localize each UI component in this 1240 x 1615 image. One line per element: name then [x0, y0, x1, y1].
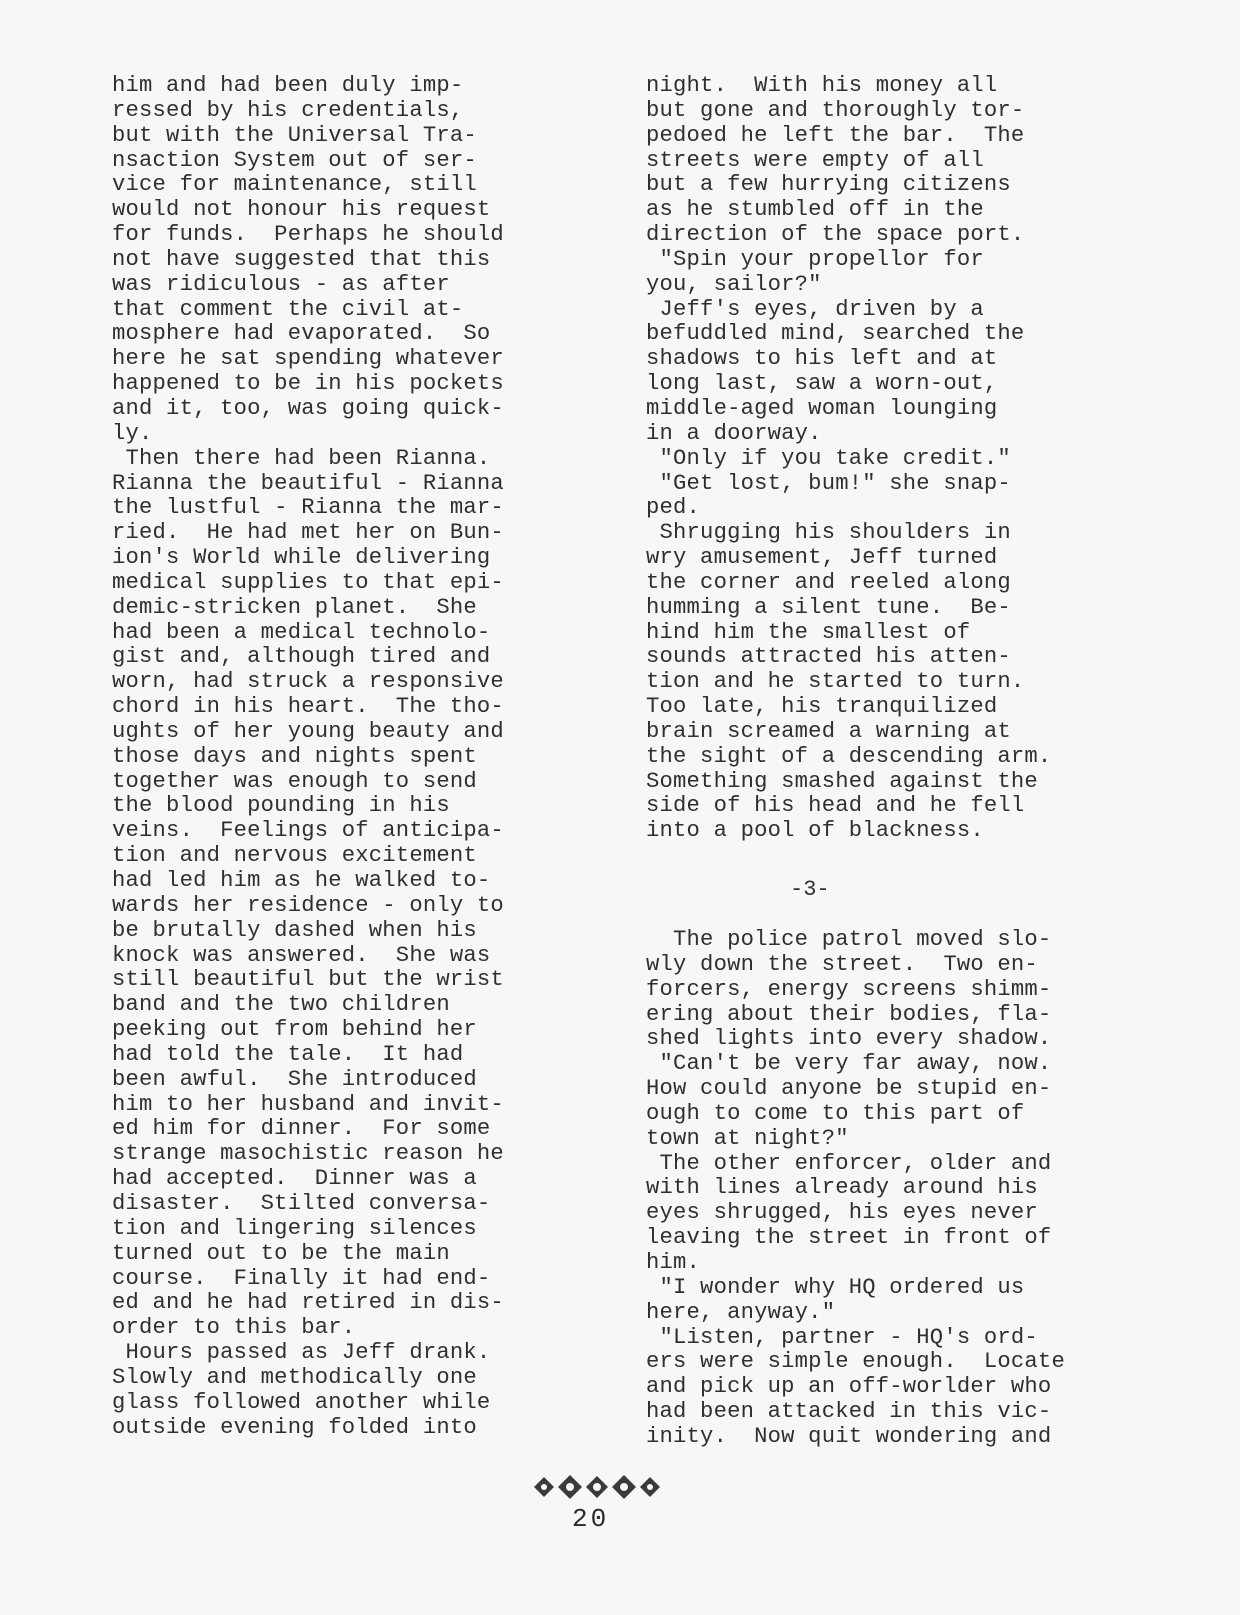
text-line: forcers, energy screens shimm-	[646, 976, 1052, 1002]
text-line: hind him the smallest of	[646, 619, 971, 645]
text-line: not have suggested that this	[112, 246, 491, 272]
text-line: but a few hurrying citizens	[646, 172, 1011, 198]
text-line: shadows to his left and at	[646, 346, 998, 372]
section-heading: -3-	[790, 877, 830, 902]
text-line: and pick up an off-worlder who	[646, 1374, 1052, 1400]
text-line: "Only if you take credit."	[646, 445, 1011, 471]
text-line: those days and nights spent	[112, 743, 477, 769]
text-line: tion and nervous excitement	[112, 843, 477, 869]
text-line: had led him as he walked to-	[112, 868, 491, 893]
text-line: would not honour his request	[112, 197, 491, 223]
text-line: demic-stricken planet. She	[112, 594, 477, 620]
text-line: chord in his heart. The tho-	[112, 694, 504, 720]
text-line: him.	[646, 1249, 701, 1275]
text-line: been awful. She introduced	[112, 1066, 477, 1092]
text-line: side of his head and he fell	[646, 793, 1025, 819]
text-line: the sight of a descending arm.	[646, 743, 1052, 769]
page-number: 20	[572, 1504, 610, 1534]
text-line: befuddled mind, searched the	[646, 321, 1025, 347]
text-line: as he stumbled off in the	[646, 197, 984, 223]
text-line: the blood pounding in his	[112, 793, 450, 819]
text-line: turned out to be the main	[112, 1240, 450, 1266]
text-line: had told the tale. It had	[112, 1041, 464, 1067]
text-line: wly down the street. Two en-	[646, 951, 1038, 977]
text-line: Hours passed as Jeff drank.	[112, 1340, 491, 1366]
text-line: here, anyway."	[646, 1299, 836, 1325]
text-line: night. With his money all	[646, 73, 998, 98]
text-line: ughts of her young beauty and	[112, 718, 504, 744]
text-line: had been a medical technolo-	[112, 619, 491, 645]
left-text-column	[112, 74, 504, 1440]
text-line: him to her husband and invit-	[112, 1091, 504, 1117]
text-line: had been attacked in this vic-	[646, 1399, 1052, 1425]
text-line: ried. He had met her on Bun-	[112, 520, 504, 546]
text-line: humming a silent tune. Be-	[646, 594, 1011, 620]
text-line: town at night?"	[646, 1125, 849, 1151]
text-line: ering about their bodies, fla-	[646, 1001, 1052, 1027]
text-line: tion and he started to turn.	[646, 669, 1025, 695]
text-line: Something smashed against the	[646, 768, 1038, 794]
text-line: order to this bar.	[112, 1315, 356, 1341]
text-line: direction of the space port.	[646, 222, 1025, 248]
text-line: How could anyone be stupid en-	[646, 1076, 1052, 1102]
text-line: shed lights into every shadow.	[646, 1026, 1052, 1052]
text-line: was ridiculous - as after	[112, 271, 450, 297]
text-line: brain screamed a warning at	[646, 718, 1011, 744]
text-line: Rianna the beautiful - Rianna	[112, 470, 504, 496]
text-line: sounds attracted his atten-	[646, 644, 1011, 670]
text-line: peeking out from behind her	[112, 1017, 477, 1043]
text-line: "Get lost, bum!" she snap-	[646, 470, 1011, 496]
text-line: together was enough to send	[112, 768, 477, 794]
text-line: Shrugging his shoulders in	[646, 520, 1011, 546]
text-line: that comment the civil at-	[112, 296, 464, 322]
text-line: into a pool of blackness.	[646, 818, 984, 844]
text-line: veins. Feelings of anticipa-	[112, 818, 504, 844]
text-line: inity. Now quit wondering and	[646, 1423, 1052, 1449]
text-line: Jeff's eyes, driven by a	[646, 296, 984, 322]
text-line: him and had been duly imp-	[112, 73, 464, 98]
text-line: tion and lingering silences	[112, 1215, 477, 1241]
text-line: "Spin your propellor for	[646, 246, 984, 272]
text-line: happened to be in his pockets	[112, 371, 504, 397]
text-line: ers were simple enough. Locate	[646, 1349, 1065, 1375]
text-line: ough to come to this part of	[646, 1100, 1025, 1126]
text-line: but with the Universal Tra-	[112, 122, 477, 148]
text-line: leaving the street in front of	[646, 1225, 1052, 1251]
text-line: "I wonder why HQ ordered us	[646, 1274, 1025, 1300]
text-line: long last, saw a worn-out,	[646, 371, 998, 397]
text-line: "Can't be very far away, now.	[646, 1051, 1052, 1077]
text-line: The police patrol moved slo-	[646, 927, 1052, 952]
text-line: ped.	[646, 495, 701, 521]
text-line: Then there had been Rianna.	[112, 445, 491, 471]
text-line: ion's World while delivering	[112, 545, 491, 571]
text-line: streets were empty of all	[646, 147, 984, 173]
text-line: Slowly and methodically one	[112, 1364, 477, 1390]
text-line: the corner and reeled along	[646, 569, 1011, 595]
text-line: disaster. Stilted conversa-	[112, 1190, 491, 1216]
text-line: mosphere had evaporated. So	[112, 321, 491, 347]
text-line: still beautiful but the wrist	[112, 967, 504, 993]
text-line: ed and he had retired in dis-	[112, 1290, 504, 1316]
text-line: knock was answered. She was	[112, 942, 491, 968]
text-line: course. Finally it had end-	[112, 1265, 491, 1291]
text-line: wards her residence - only to	[112, 892, 504, 918]
text-line: vice for maintenance, still	[112, 172, 477, 198]
text-line: middle-aged woman lounging	[646, 395, 998, 421]
text-line: worn, had struck a responsive	[112, 669, 504, 695]
text-line: pedoed he left the bar. The	[646, 122, 1025, 148]
text-line: and it, too, was going quick-	[112, 395, 504, 421]
text-line: be brutally dashed when his	[112, 917, 477, 943]
text-line: nsaction System out of ser-	[112, 147, 477, 173]
text-line: ly.	[112, 420, 153, 446]
text-line: here he sat spending whatever	[112, 346, 504, 372]
text-line: "Listen, partner - HQ's ord-	[646, 1324, 1038, 1350]
text-line: with lines already around his	[646, 1175, 1038, 1201]
text-line: band and the two children	[112, 992, 450, 1018]
text-line: had accepted. Dinner was a	[112, 1166, 477, 1192]
text-line: for funds. Perhaps he should	[112, 222, 504, 248]
decorative-ornament-icon	[530, 1470, 664, 1504]
text-line: you, sailor?"	[646, 271, 822, 297]
text-line: Too late, his tranquilized	[646, 694, 998, 720]
text-line: but gone and thoroughly tor-	[646, 97, 1025, 123]
text-line: in a doorway.	[646, 420, 822, 446]
text-line: The other enforcer, older and	[646, 1150, 1052, 1176]
text-line: glass followed another while	[112, 1389, 491, 1415]
text-line: ressed by his credentials,	[112, 97, 464, 123]
text-line: eyes shrugged, his eyes never	[646, 1200, 1038, 1226]
text-line: wry amusement, Jeff turned	[646, 545, 998, 571]
text-line: gist and, although tired and	[112, 644, 491, 670]
text-line: medical supplies to that epi-	[112, 569, 504, 595]
right-text-column-section-3	[646, 928, 1065, 1450]
text-line: strange masochistic reason he	[112, 1141, 504, 1167]
text-line: ed him for dinner. For some	[112, 1116, 491, 1142]
text-line: outside evening folded into	[112, 1414, 477, 1440]
right-text-column	[646, 74, 1051, 844]
text-line: the lustful - Rianna the mar-	[112, 495, 504, 521]
